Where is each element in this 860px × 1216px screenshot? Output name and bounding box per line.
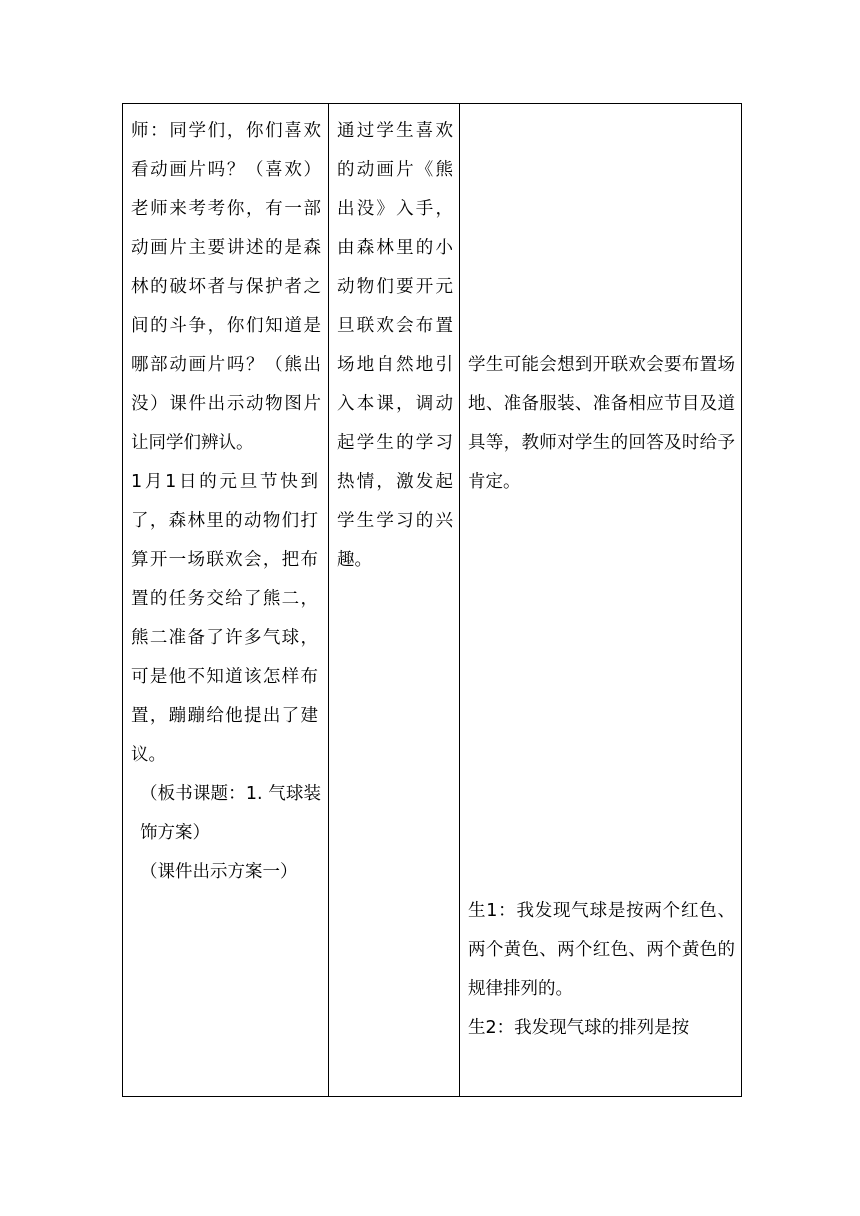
- teacher-paragraph-1: 师：同学们，你们喜欢看动画片吗？（喜欢）老师来考考你，有一部动画片主要讲述的是森林的破坏者与保护者之间的斗争，你们知道是哪部动画片吗？（熊出没）课件出示动物图片让同学们辨认。: [131, 121, 321, 453]
- lesson-plan-table: [122, 103, 742, 1097]
- blank-space: [468, 502, 735, 892]
- design-intent-text: [329, 104, 459, 580]
- student-paragraph-2: 生1：我发现气球是按两个红色、两个黄色、两个红色、两个黄色的规律排列的。: [468, 901, 735, 999]
- student-activity-cell: [460, 104, 742, 1097]
- student-paragraph-1: 学生可能会想到开联欢会要布置场地、准备服装、准备相应节目及道具等，教师对学生的回答及时给予肯定。: [468, 355, 735, 492]
- student-paragraph-3: 生2：我发现气球的排列是按: [468, 1018, 690, 1038]
- teacher-paragraph-4: （课件出示方案一）: [140, 862, 298, 882]
- teacher-paragraph-2: 1月1日的元旦节快到了，森林里的动物们打算开一场联欢会，把布置的任务交给了熊二，熊二准备了许多气球，可是他不知道该怎样布置，蹦蹦给他提出了建议。: [131, 472, 318, 765]
- design-paragraph-1: 通过学生喜欢的动画片《熊出没》入手，由森林里的小动物们要开元旦联欢会布置场地自然地引入本课，调动起学生的学习热情，激发起学生学习的兴趣。: [337, 121, 453, 570]
- teacher-paragraph-3: （板书课题：1. 气球装饰方案）: [140, 784, 321, 843]
- teacher-activity-text: [123, 104, 328, 892]
- student-activity-text: [460, 104, 741, 1048]
- teacher-activity-cell: [123, 104, 329, 1097]
- blank-space: [468, 112, 735, 346]
- table-row: [123, 104, 742, 1097]
- design-intent-cell: [329, 104, 460, 1097]
